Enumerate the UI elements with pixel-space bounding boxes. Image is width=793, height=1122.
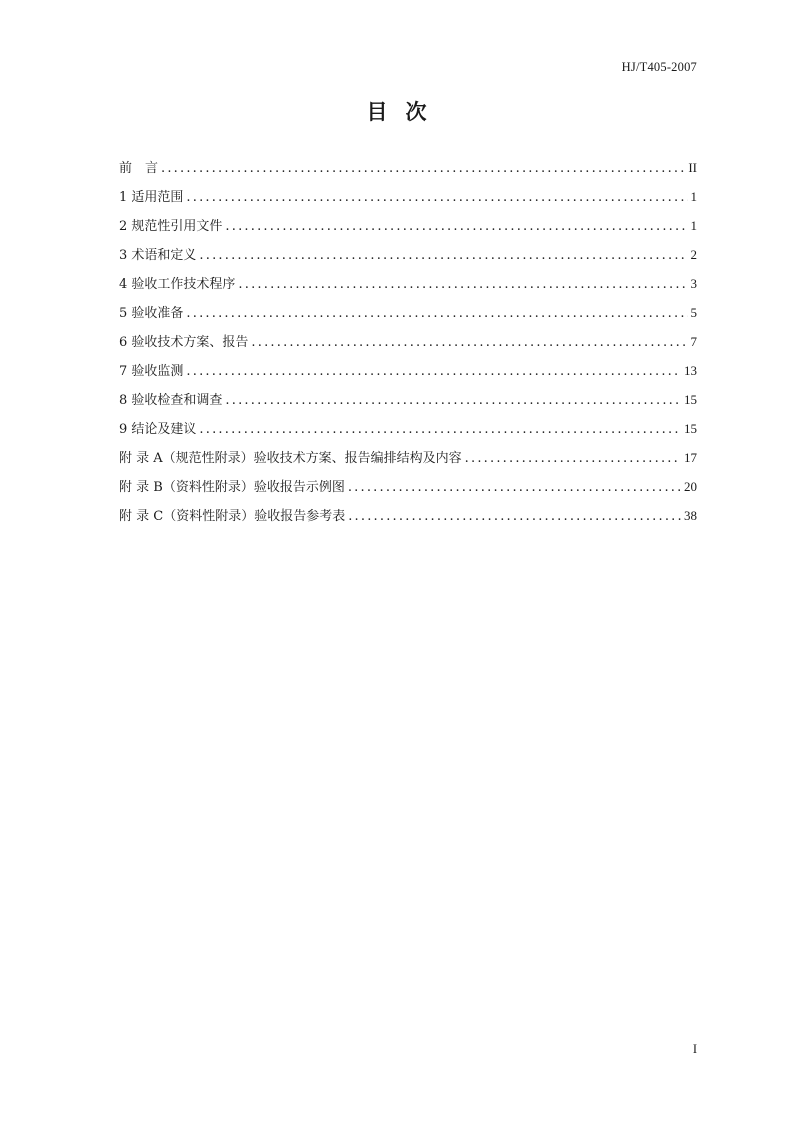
toc-entry-7[interactable]	[119, 362, 697, 391]
toc-entry-foreword[interactable]	[119, 159, 697, 188]
toc-entry-page: 3	[690, 276, 697, 291]
page-title-part-1: 目	[366, 100, 388, 124]
toc-dot-leader	[186, 305, 687, 323]
toc-entry-label: 8 验收检查和调查	[119, 393, 223, 408]
toc-entry-page: 2	[690, 247, 697, 262]
toc-entry-appendix-c[interactable]	[119, 507, 697, 536]
table-of-contents	[119, 159, 697, 536]
toc-dot-leader	[199, 421, 681, 439]
toc-entry-label: 1 适用范围	[119, 190, 184, 205]
page-title-part-2: 次	[405, 100, 427, 124]
toc-entry-label: 附 录 B（资料性附录）验收报告示例图	[119, 480, 345, 495]
toc-entry-label: 2 规范性引用文件	[119, 219, 223, 234]
toc-entry-1[interactable]	[119, 188, 697, 217]
toc-dot-leader	[251, 334, 687, 352]
toc-entry-page: 15	[684, 421, 697, 436]
toc-dot-leader	[225, 218, 687, 236]
toc-entry-appendix-a[interactable]	[119, 449, 697, 478]
toc-entry-6[interactable]	[119, 333, 697, 362]
toc-entry-label: 附 录 A（规范性附录）验收技术方案、报告编排结构及内容	[119, 451, 462, 466]
toc-dot-leader	[348, 508, 681, 526]
toc-entry-5[interactable]	[119, 304, 697, 333]
toc-entry-label: 4 验收工作技术程序	[119, 277, 236, 292]
toc-entry-8[interactable]	[119, 391, 697, 420]
toc-dot-leader	[225, 392, 681, 410]
toc-entry-page: 1	[690, 218, 697, 233]
toc-dot-leader	[238, 276, 687, 294]
page-title	[0, 96, 793, 126]
toc-entry-page: 17	[684, 450, 697, 465]
toc-entry-label: 6 验收技术方案、报告	[119, 335, 249, 350]
toc-entry-page: 20	[684, 479, 697, 494]
toc-entry-3[interactable]	[119, 246, 697, 275]
toc-entry-label: 9 结论及建议	[119, 422, 197, 437]
toc-entry-9[interactable]	[119, 420, 697, 449]
toc-dot-leader	[186, 363, 681, 381]
toc-entry-4[interactable]	[119, 275, 697, 304]
toc-entry-page: II	[688, 160, 697, 175]
toc-entry-label: 附 录 C（资料性附录）验收报告参考表	[119, 509, 346, 524]
toc-entry-page: 1	[690, 189, 697, 204]
toc-entry-2[interactable]	[119, 217, 697, 246]
toc-entry-page: 13	[684, 363, 697, 378]
toc-entry-label: 前 言	[119, 161, 159, 176]
toc-entry-label: 7 验收监测	[119, 364, 184, 379]
toc-entry-page: 5	[690, 305, 697, 320]
toc-entry-page: 15	[684, 392, 697, 407]
toc-dot-leader	[186, 189, 687, 207]
toc-entry-label: 5 验收准备	[119, 306, 184, 321]
toc-dot-leader	[348, 479, 681, 497]
page-number: I	[692, 1042, 697, 1056]
toc-dot-leader	[465, 450, 681, 468]
document-code: HJ/T405-2007	[621, 60, 697, 74]
toc-dot-leader	[161, 160, 685, 178]
toc-entry-label: 3 术语和定义	[119, 248, 197, 263]
toc-dot-leader	[199, 247, 687, 265]
toc-entry-appendix-b[interactable]	[119, 478, 697, 507]
toc-entry-page: 38	[684, 508, 697, 523]
toc-entry-page: 7	[690, 334, 697, 349]
